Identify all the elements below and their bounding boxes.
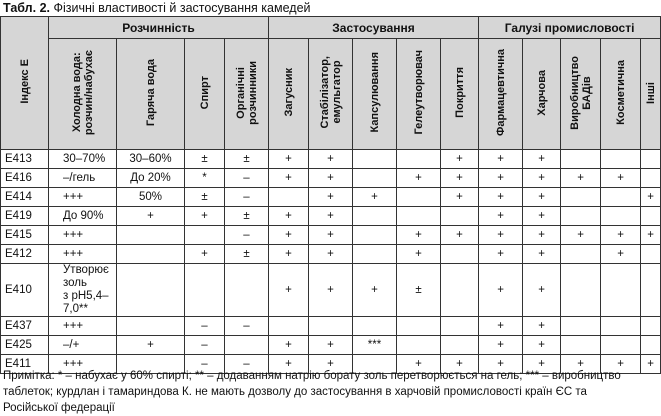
table-cell: –/гель xyxy=(49,169,117,188)
table-row xyxy=(1,336,661,355)
table-cell: – xyxy=(225,169,269,188)
table-cell: + xyxy=(441,188,479,207)
table-cell xyxy=(225,264,269,317)
table-cell: + xyxy=(397,245,441,264)
table-row xyxy=(1,169,661,188)
table-cell xyxy=(561,150,601,169)
table-cell: + xyxy=(479,355,523,374)
table-cell: + xyxy=(185,207,225,226)
table-cell xyxy=(561,317,601,336)
table-cell xyxy=(353,317,397,336)
table-cell: + xyxy=(479,207,523,226)
table-cell: + xyxy=(601,355,641,374)
table-body xyxy=(1,150,661,374)
table-cell: + xyxy=(269,245,309,264)
header-cold-water: Холодна вода: розчин/набухає xyxy=(49,39,117,150)
table-cell: – xyxy=(225,355,269,374)
table-cell: + xyxy=(601,169,641,188)
table-cell: + xyxy=(479,150,523,169)
table-cell: + xyxy=(269,207,309,226)
gum-properties-table xyxy=(0,16,661,374)
table-cell: – xyxy=(225,317,269,336)
row-index: E425 xyxy=(1,336,49,355)
table-cell: + xyxy=(561,226,601,245)
table-cell xyxy=(441,317,479,336)
table-cell: – xyxy=(185,355,225,374)
row-index: E414 xyxy=(1,188,49,207)
header-index: Індекс Е xyxy=(1,17,49,150)
table-cell xyxy=(601,188,641,207)
table-cell: + xyxy=(441,226,479,245)
table-footnote: Примітка: * – набухає у 60% спирті; ** – додаванням натрію борату золь перетворюється на гель; *** – виробництво таблеток; курдлан і тамариндова К. не мають дозволу до застосування в харчовій промисловості країн ЄС та Російської федерації xyxy=(3,370,621,414)
table-cell: + xyxy=(523,317,561,336)
table-cell xyxy=(601,317,641,336)
header-encapsulation: Капсулювання xyxy=(353,39,397,150)
table-cell: + xyxy=(641,355,661,374)
header-coating: Покриття xyxy=(441,39,479,150)
table-cell: ± xyxy=(225,207,269,226)
table-cell xyxy=(641,150,661,169)
table-row xyxy=(1,188,661,207)
table-cell: – xyxy=(185,317,225,336)
table-cell xyxy=(601,207,641,226)
table-cell: + xyxy=(309,169,353,188)
table-cell xyxy=(117,317,185,336)
table-cell: + xyxy=(441,150,479,169)
table-cell: +++ xyxy=(49,226,117,245)
table-cell xyxy=(397,150,441,169)
table-cell xyxy=(441,336,479,355)
table-cell xyxy=(353,150,397,169)
table-cell xyxy=(397,336,441,355)
table-cell: + xyxy=(441,355,479,374)
table-cell xyxy=(561,336,601,355)
row-index: E416 xyxy=(1,169,49,188)
table-cell xyxy=(353,207,397,226)
table-cell xyxy=(561,245,601,264)
table-cell: + xyxy=(309,226,353,245)
header-group-solubility: Розчинність xyxy=(49,17,269,39)
header-alcohol: Спирт xyxy=(185,39,225,150)
header-pharma: Фармацевтична xyxy=(479,39,523,150)
table-cell xyxy=(117,226,185,245)
table-cell: + xyxy=(309,264,353,317)
table-cell: + xyxy=(397,355,441,374)
table-cell xyxy=(641,207,661,226)
table-cell xyxy=(117,264,185,317)
table-cell: + xyxy=(601,226,641,245)
row-index: E410 xyxy=(1,264,49,317)
table-cell: + xyxy=(441,169,479,188)
row-index: E411 xyxy=(1,355,49,374)
table-cell: + xyxy=(523,226,561,245)
table-cell xyxy=(353,169,397,188)
table-cell: + xyxy=(523,188,561,207)
table-cell: + xyxy=(523,150,561,169)
table-cell: + xyxy=(309,188,353,207)
table-row xyxy=(1,207,661,226)
header-gelling-agent: Гелеутворювач xyxy=(397,39,441,150)
table-cell xyxy=(601,336,641,355)
table-cell: * xyxy=(185,169,225,188)
header-thickener: Загусник xyxy=(269,39,309,150)
table-cell: + xyxy=(185,245,225,264)
table-cell: + xyxy=(309,336,353,355)
table-cell: + xyxy=(561,355,601,374)
table-cell xyxy=(601,150,641,169)
header-group-application: Застосування xyxy=(269,17,479,39)
header-supplements: Виробництво БАДів xyxy=(561,39,601,150)
table-cell: +++ xyxy=(49,317,117,336)
table-cell: + xyxy=(523,207,561,226)
table-cell: ± xyxy=(185,150,225,169)
table-cell: ± xyxy=(397,264,441,317)
table-cell: + xyxy=(397,226,441,245)
table-cell: + xyxy=(479,245,523,264)
table-cell: + xyxy=(353,264,397,317)
table-cell xyxy=(441,264,479,317)
table-row xyxy=(1,264,661,317)
table-cell: Утворює золь з pH5,4–7,0** xyxy=(49,264,117,317)
table-cell: + xyxy=(269,336,309,355)
table-cell: ± xyxy=(225,150,269,169)
table-cell xyxy=(185,264,225,317)
table-cell xyxy=(185,226,225,245)
table-cell: + xyxy=(523,264,561,317)
table-cell: + xyxy=(601,245,641,264)
table-cell: ± xyxy=(185,188,225,207)
table-cell xyxy=(641,317,661,336)
row-index: E413 xyxy=(1,150,49,169)
table-row xyxy=(1,317,661,336)
row-index: E419 xyxy=(1,207,49,226)
header-group-industry: Галузі промисловості xyxy=(479,17,661,39)
table-cell xyxy=(353,226,397,245)
table-cell xyxy=(601,264,641,317)
table-cell: + xyxy=(397,169,441,188)
table-cell xyxy=(397,207,441,226)
table-cell xyxy=(561,188,601,207)
table-cell: 50% xyxy=(117,188,185,207)
table-cell: До 90% xyxy=(49,207,117,226)
table-cell: + xyxy=(269,226,309,245)
table-cell: – xyxy=(185,336,225,355)
table-cell: + xyxy=(309,245,353,264)
table-cell: –/+ xyxy=(49,336,117,355)
table-title: Фізичні властивості й застосування камедей xyxy=(53,1,311,15)
table-cell: + xyxy=(479,226,523,245)
table-cell: + xyxy=(479,264,523,317)
table-cell: + xyxy=(309,207,353,226)
table-cell: + xyxy=(479,317,523,336)
table-row xyxy=(1,150,661,169)
table-cell: До 20% xyxy=(117,169,185,188)
table-cell: + xyxy=(309,355,353,374)
table-cell: 30–70% xyxy=(49,150,117,169)
table-cell: + xyxy=(309,150,353,169)
table-cell xyxy=(641,336,661,355)
table-cell: + xyxy=(561,169,601,188)
table-cell: + xyxy=(479,188,523,207)
table-cell: + xyxy=(523,245,561,264)
table-caption xyxy=(3,1,311,15)
table-row xyxy=(1,245,661,264)
table-cell: + xyxy=(523,355,561,374)
header-stabilizer: Стабілізатор, емульгатор xyxy=(309,39,353,150)
table-cell xyxy=(397,317,441,336)
table-cell xyxy=(641,264,661,317)
table-cell: + xyxy=(479,336,523,355)
table-cell xyxy=(269,188,309,207)
table-cell: + xyxy=(269,169,309,188)
table-cell: +++ xyxy=(49,245,117,264)
table-cell: + xyxy=(117,207,185,226)
table-cell xyxy=(117,245,185,264)
row-index: E415 xyxy=(1,226,49,245)
table-cell: +++ xyxy=(49,188,117,207)
header-hot-water: Гаряча вода xyxy=(117,39,185,150)
header-other: Інші xyxy=(641,39,661,150)
table-cell xyxy=(641,245,661,264)
table-cell xyxy=(441,245,479,264)
table-cell xyxy=(441,207,479,226)
row-index: E437 xyxy=(1,317,49,336)
table-cell: – xyxy=(225,188,269,207)
table-cell: +++ xyxy=(49,355,117,374)
table-cell: + xyxy=(523,169,561,188)
table-cell: *** xyxy=(353,336,397,355)
table-cell: + xyxy=(117,336,185,355)
table-cell xyxy=(225,336,269,355)
table-cell: + xyxy=(523,336,561,355)
table-cell xyxy=(561,264,601,317)
header-food: Харчова xyxy=(523,39,561,150)
table-cell: + xyxy=(353,188,397,207)
table-cell: + xyxy=(641,188,661,207)
table-cell: + xyxy=(269,264,309,317)
table-cell xyxy=(309,317,353,336)
table-cell xyxy=(353,245,397,264)
table-cell: – xyxy=(225,226,269,245)
header-organic-solvents: Органічні розчинники xyxy=(225,39,269,150)
header-cosmetic: Косметична xyxy=(601,39,641,150)
table-cell: + xyxy=(479,169,523,188)
table-cell xyxy=(397,188,441,207)
table-cell: + xyxy=(269,355,309,374)
table-cell: + xyxy=(269,150,309,169)
row-index: E412 xyxy=(1,245,49,264)
table-cell: + xyxy=(641,226,661,245)
table-cell xyxy=(269,317,309,336)
table-cell: 30–60% xyxy=(117,150,185,169)
table-cell xyxy=(641,169,661,188)
table-cell: ± xyxy=(225,245,269,264)
table-cell xyxy=(561,207,601,226)
table-row xyxy=(1,226,661,245)
table-number: Табл. 2. xyxy=(3,1,50,15)
